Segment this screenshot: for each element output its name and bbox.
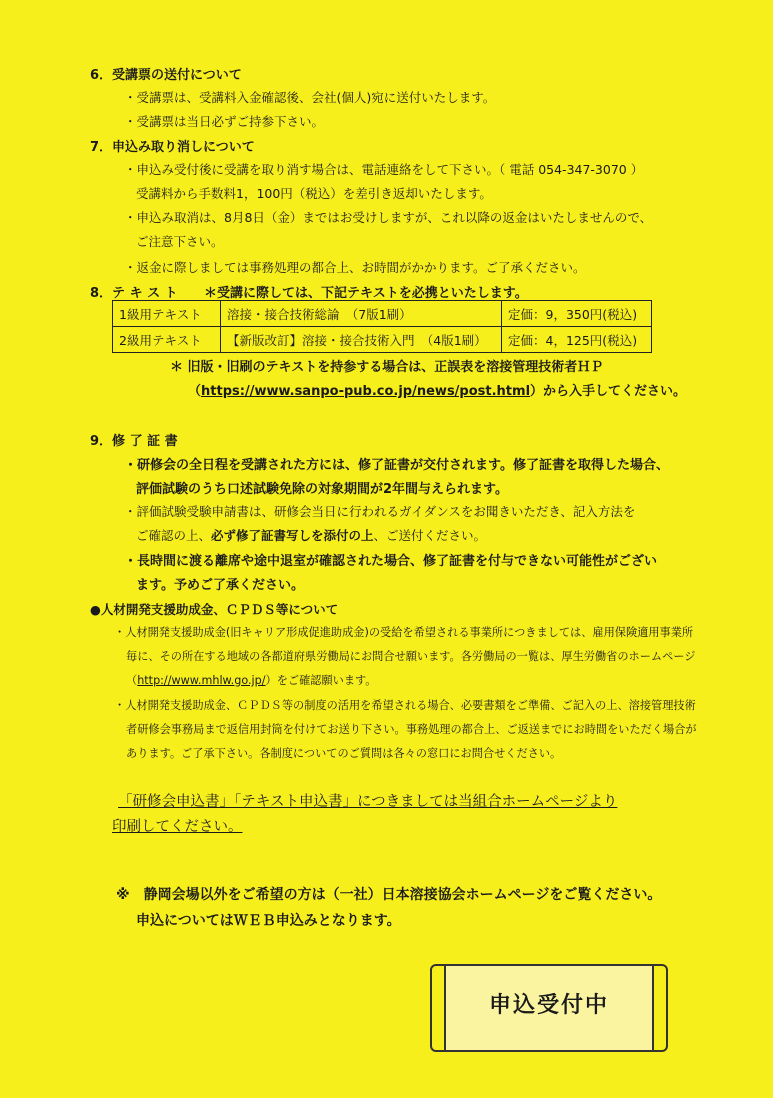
section9-title: 9．修 了 証 書 (90, 434, 178, 449)
other-venue-note: 申込についてはＷＥＢ申込みとなります。 (136, 913, 401, 929)
text-table (112, 300, 652, 353)
section7-line: ・申込み受付後に受講を取り消す場合は、電話連絡をして下さい。（ 電話 054-347-3070 ） (124, 162, 644, 177)
section6-line: ・受講票は、受講料入金確認後、会社(個人)宛に送付いたします。 (124, 90, 496, 105)
section9-text: ご確認の上、 (136, 528, 212, 543)
grant-line: ・人材開発支援助成金、ＣＰＤＳ等の制度の活用を希望される場合、必要書類をご準備、ご記入の上、溶接管理技術 (114, 699, 696, 712)
paren-open: （ (188, 384, 202, 399)
section6-line: ・受講票は当日必ずご持参下さい。 (124, 114, 325, 129)
section8-title: 8．テ キ ス ト (90, 286, 178, 301)
section7-line: ご注意下さい。 (136, 234, 224, 249)
old-edition-link-line (188, 380, 686, 399)
section9-line: ます。予めご了承ください。 (136, 578, 304, 593)
grant-line (126, 672, 377, 688)
section8-note: ＊受講に際しては、下記テキストを必携といたします。 (204, 286, 528, 301)
old-edition-note-tail: ）から入手してください。 (530, 384, 687, 399)
badge-label: 申込受付中 (488, 993, 609, 1018)
table-cell-price: 定価：4，125円(税込) (502, 327, 652, 353)
forms-note: 印刷してください。 (112, 819, 243, 835)
section9-text: 、ご送付ください。 (373, 528, 487, 543)
grant-line: 毎に、その所在する地域の各都道府県労働局にお問合せ願います。各労働局の一覧は、厚生労働省のホームページ (126, 650, 696, 663)
section9-emphasis: 必ず修了証書写しを添付の上 (211, 528, 374, 543)
grant-text: （ (126, 674, 138, 687)
table-row (113, 301, 652, 327)
accepting-applications-badge (438, 964, 660, 1052)
table-cell-name: 【新版改訂】溶接・接合技術入門 （4版1刷） (221, 327, 502, 353)
table-cell-level: 1級用テキスト (113, 301, 221, 327)
table-row (113, 327, 652, 353)
table-cell-price: 定価：9，350円(税込) (502, 301, 652, 327)
section7-title: 7．申込み取り消しについて (90, 140, 255, 155)
section7-line: ・申込み取消は、8月8日（金）まではお受けしますが、これ以降の返金はいたしませんので、 (124, 210, 653, 225)
section9-line: ・長時間に渡る離席や途中退室が確認された場合、修了証書を付与できない可能性がござい (124, 554, 658, 569)
mhlw-link[interactable]: http://www.mhlw.go.jp/ (137, 674, 266, 687)
grant-line: ・人材開発支援助成金(旧キャリア形成促進助成金)の受給を希望される事業所につきましては、雇用保険適用事業所 (114, 626, 694, 639)
section9-line: 評価試験のうち口述試験免除の対象期間が2年間与えられます。 (136, 482, 509, 497)
section9-line: ・評価試験受験申請書は、研修会当日に行われるガイダンスをお聞きいただき、記入方法を (124, 504, 636, 519)
table-cell-level: 2級用テキスト (113, 327, 221, 353)
old-edition-note: ＊ 旧版・旧刷のテキストを持参する場合は、正誤表を溶接管理技術者ＨＰ (170, 360, 604, 375)
section9-line (136, 526, 486, 544)
section6-title: 6．受講票の送付について (90, 68, 242, 83)
section9-line: ・研修会の全日程を受講された方には、修了証書が交付されます。修了証書を取得した場合、 (124, 458, 669, 473)
forms-note: 「研修会申込書」「テキスト申込書」につきましては当組合ホームページより (118, 794, 618, 810)
grant-title: ●人材開発支援助成金、ＣＰＤＳ等について (90, 602, 339, 617)
grant-text: ）をご確認願います。 (265, 674, 377, 687)
errata-link[interactable]: https://www.sanpo-pub.co.jp/news/post.html (201, 384, 531, 399)
section7-line: 受講料から手数料1，100円（税込）を差引き返却いたします。 (136, 186, 492, 201)
grant-line: あります。ご了承下さい。各制度についてのご質問は各々の窓口にお問合せください。 (126, 747, 562, 760)
other-venue-note: ※ 静岡会場以外をご希望の方は（一社）日本溶接協会ホームページをご覧ください。 (116, 887, 662, 903)
section7-line: ・返金に際しましては事務処理の都合上、お時間がかかります。ご了承ください。 (124, 260, 586, 275)
table-cell-name: 溶接・接合技術総論 （7版1刷） (221, 301, 502, 327)
grant-line: 者研修会事務局まで返信用封筒を付けてお送り下さい。事務処理の都合上、ご返送までにお時間をいただく場合が (126, 723, 697, 736)
